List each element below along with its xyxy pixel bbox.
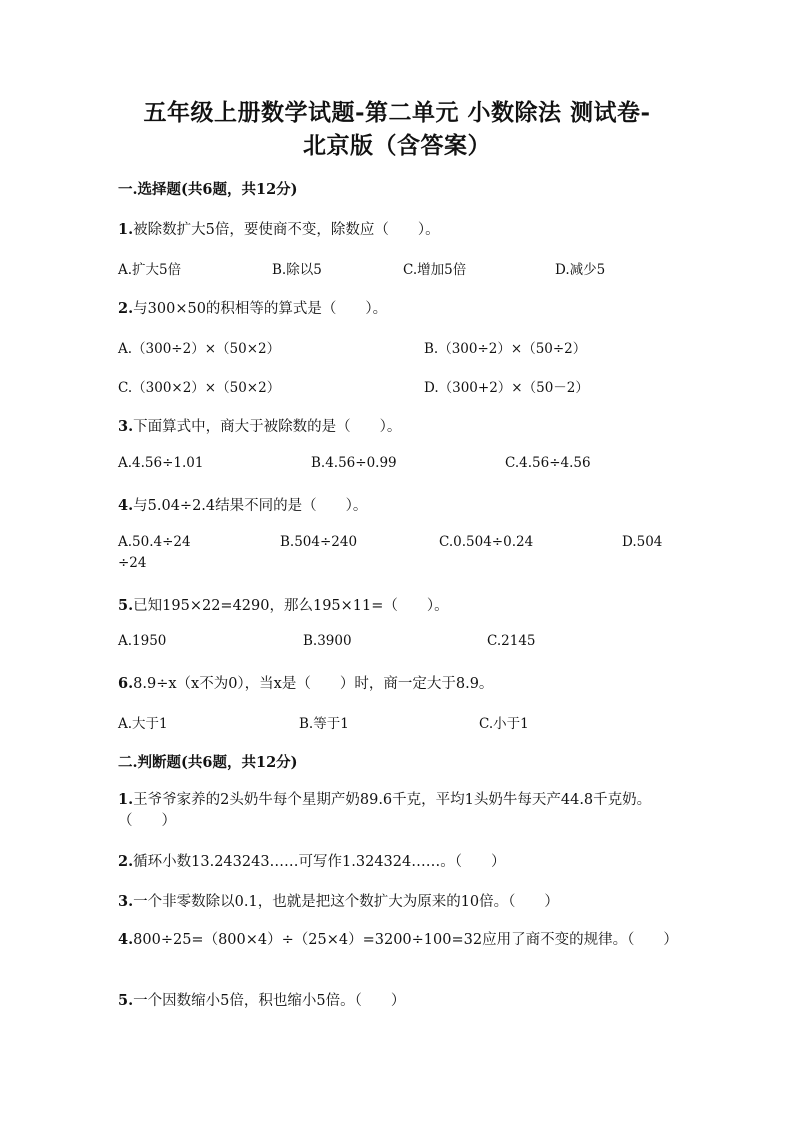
option-c: C.（300×2）×（50×2） <box>118 380 281 396</box>
judgment-question <box>118 890 559 911</box>
option-b: B.除以5 <box>272 262 322 278</box>
option-a: A.（300÷2）×（50×2） <box>118 341 281 357</box>
judgment-question <box>118 789 678 832</box>
question-number: 4. <box>118 497 134 514</box>
question-text <box>118 415 401 436</box>
question-body: 与5.04÷2.4结果不同的是（ ）。 <box>133 498 368 514</box>
question-body: 下面算式中，商大于被除数的是（ ）。 <box>133 419 402 435</box>
option-a: A.扩大5倍 <box>118 262 182 278</box>
question-number: 5. <box>118 992 134 1009</box>
question-body: 王爷爷家养的2头奶牛每个星期产奶89.6千克，平均1头奶牛每天产44.8千克奶。（ ） <box>118 792 652 829</box>
section-heading-judgment: 二.判断题(共6题，共12分) <box>118 754 298 771</box>
title-line-2: 北京版（含答案） <box>303 132 491 159</box>
option-d-continuation: ÷24 <box>118 555 147 571</box>
option-c: C.2145 <box>487 633 536 649</box>
question-body: 一个非零数除以0.1，也就是把这个数扩大为原来的10倍。（ ） <box>133 894 559 910</box>
option-b: B.3900 <box>303 633 352 649</box>
question-number: 3. <box>118 418 134 435</box>
judgment-question <box>118 850 506 871</box>
judgment-question <box>118 929 678 951</box>
question-text <box>118 494 367 515</box>
question-number: 1. <box>118 791 134 808</box>
judgment-question <box>118 989 405 1010</box>
option-c: C.小于1 <box>479 716 529 732</box>
question-text <box>118 594 449 615</box>
question-body: 循环小数13.243243……可写作1.324324……。（ ） <box>133 854 506 870</box>
option-b: B.4.56÷0.99 <box>311 455 397 471</box>
question-body: 一个因数缩小5倍，积也缩小5倍。（ ） <box>133 993 406 1009</box>
option-a: A.大于1 <box>118 716 168 732</box>
document-title <box>110 96 684 162</box>
question-text <box>118 297 387 318</box>
option-d: D.（300+2）×（50－2） <box>424 380 589 396</box>
question-body: 被除数扩大5倍，要使商不变，除数应（ ）。 <box>133 222 440 238</box>
option-a: A.4.56÷1.01 <box>118 455 204 471</box>
option-c: C.增加5倍 <box>403 262 467 278</box>
title-line-1: 五年级上册数学试题-第二单元 小数除法 测试卷- <box>143 99 651 126</box>
option-b: B.等于1 <box>299 716 349 732</box>
section-heading-choice: 一.选择题(共6题，共12分) <box>118 181 298 198</box>
option-d: D.504 <box>622 534 663 550</box>
question-body: 与300×50的积相等的算式是（ ）。 <box>133 301 388 317</box>
question-number: 2. <box>118 853 134 870</box>
question-body: 已知195×22=4290，那么195×11=（ ）。 <box>133 598 449 614</box>
question-number: 4. <box>118 931 134 948</box>
question-text <box>118 672 493 693</box>
option-b: B.504÷240 <box>280 534 358 550</box>
option-b: B.（300÷2）×（50÷2） <box>424 341 587 357</box>
question-number: 3. <box>118 893 134 910</box>
question-number: 6. <box>118 675 134 692</box>
question-body: 8.9÷x（x不为0），当x是（ ）时，商一定大于8.9。 <box>133 676 494 692</box>
question-number: 1. <box>118 221 134 238</box>
option-c: C.0.504÷0.24 <box>439 534 534 550</box>
option-c: C.4.56÷4.56 <box>505 455 591 471</box>
question-number: 2. <box>118 300 134 317</box>
option-a: A.50.4÷24 <box>118 534 191 550</box>
question-text <box>118 218 440 239</box>
option-a: A.1950 <box>118 633 167 649</box>
question-body: 800÷25=（800×4）÷（25×4）=3200÷100=32应用了商不变的规律。（ ） <box>133 932 678 948</box>
question-number: 5. <box>118 597 134 614</box>
option-d: D.减少5 <box>555 262 606 278</box>
